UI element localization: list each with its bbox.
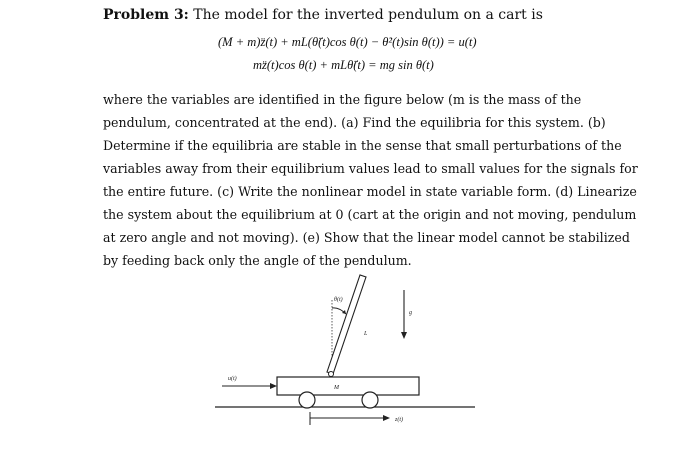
cart-wheel-right — [362, 392, 378, 408]
body-line: variables away from their equilibrium values lead to small values for the signals for — [103, 161, 638, 176]
force-label: u(t) — [228, 376, 237, 382]
mass-label: M — [334, 385, 339, 391]
body-line: where the variables are identified in the figure below (m is the mass of the — [103, 92, 582, 107]
body-line: Determine if the equilibria are stable in the sense that small perturbations of the — [103, 138, 622, 153]
body-line: by feeding back only the angle of the pendulum. — [103, 253, 412, 268]
problem-label: Problem 3: — [103, 7, 189, 23]
gravity-label: g — [409, 310, 412, 316]
problem-statement — [103, 7, 543, 23]
position-arrow-icon — [383, 415, 390, 421]
equation-2: mz̈(t)cos θ(t) + mLθ̈(t) = mg sin θ(t) — [253, 58, 434, 72]
equation-1: (M + m)z̈(t) + mL(θ̈(t)cos θ(t) − θ̇²(t)sin θ(t)) = u(t) — [218, 35, 477, 49]
gravity-arrow-icon — [401, 332, 407, 339]
problem-intro: The model for the inverted pendulum on a cart is — [188, 7, 543, 23]
cart-body — [277, 377, 419, 395]
position-label: z(t) — [395, 417, 403, 423]
cart-wheel-left — [299, 392, 315, 408]
force-arrow-icon — [270, 383, 277, 389]
problem-body — [103, 88, 638, 272]
pendulum-rod — [327, 275, 366, 374]
cart-pendulum-figure — [215, 270, 475, 430]
length-label: L — [364, 331, 368, 337]
body-line: the entire future. (c) Write the nonlinear model in state variable form. (d) Linearize — [103, 184, 637, 199]
body-line: the system about the equilibrium at 0 (cart at the origin and not moving, pendulum — [103, 207, 637, 222]
body-line: at zero angle and not moving). (e) Show that the linear model cannot be stabilized — [103, 230, 630, 245]
body-line: pendulum, concentrated at the end). (a) Find the equilibria for this system. (b) — [103, 115, 606, 130]
pivot-icon — [329, 372, 334, 377]
theta-label: θ(t) — [334, 297, 343, 303]
